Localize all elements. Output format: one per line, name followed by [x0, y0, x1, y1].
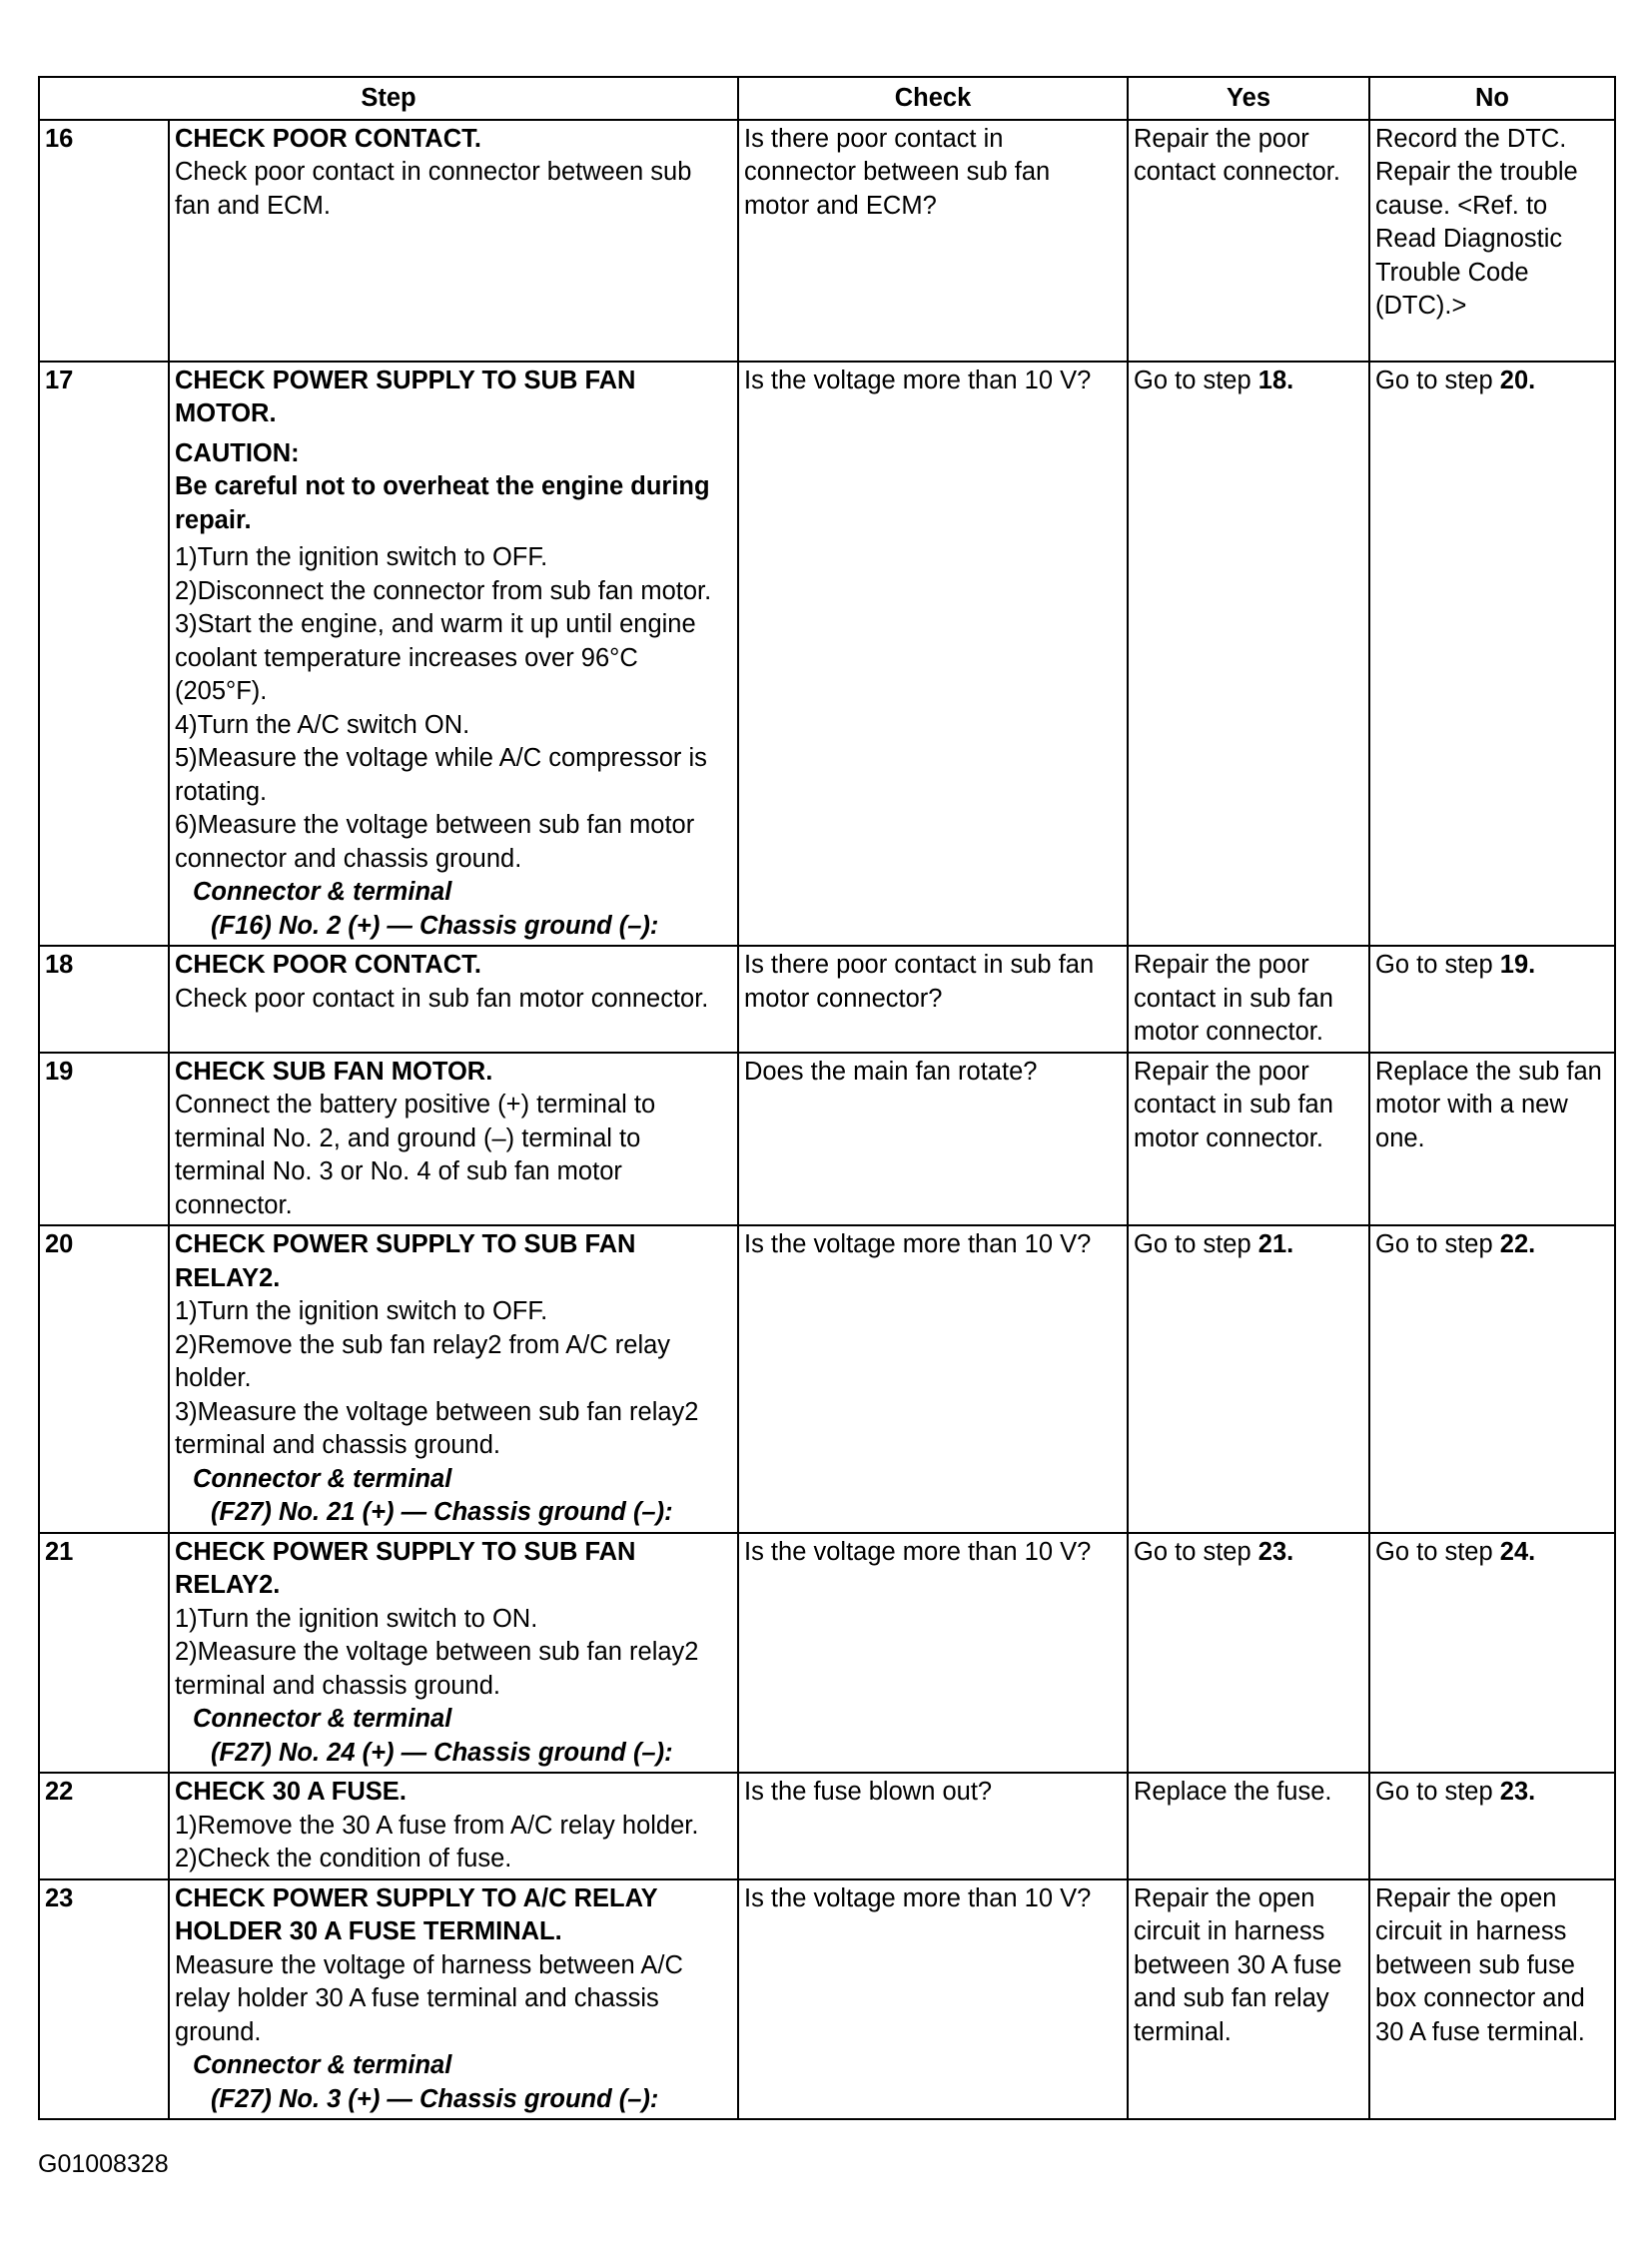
procedure-step: 2)Measure the voltage between sub fan relay2 terminal and chassis ground. [175, 1638, 699, 1700]
no-cell [1369, 946, 1615, 1053]
goto-text: Go to step [1375, 366, 1500, 394]
step-cell [169, 1879, 738, 2120]
check-cell: Is there poor contact in sub fan motor connector? [738, 946, 1128, 1053]
step-cell [169, 1773, 738, 1879]
connector-value: (F27) No. 24 (+) — Chassis ground (–): [211, 1738, 673, 1767]
step-text: Check poor contact in connector between sub fan and ECM. [175, 158, 692, 220]
no-cell [1369, 1225, 1615, 1533]
goto-text: Go to step [1134, 366, 1258, 394]
procedure-step: 2)Disconnect the connector from sub fan motor. [175, 576, 712, 605]
header-no: No [1369, 77, 1615, 120]
step-number: 18 [39, 946, 169, 1053]
check-cell: Is the voltage more than 10 V? [738, 362, 1128, 947]
no-cell [1369, 362, 1615, 947]
goto-text: Go to step [1375, 1537, 1500, 1566]
step-title: CHECK POWER SUPPLY TO SUB FAN MOTOR. [175, 366, 636, 427]
yes-cell: Repair the poor contact in sub fan motor connector. [1128, 946, 1369, 1053]
step-title: CHECK POWER SUPPLY TO SUB FAN RELAY2. [175, 1230, 636, 1292]
check-cell: Is there poor contact in connector between sub fan motor and ECM? [738, 120, 1128, 362]
no-cell: Repair the open circuit in harness between sub fuse box connector and 30 A fuse terminal. [1369, 1879, 1615, 2120]
procedure-step: 6)Measure the voltage between sub fan motor connector and chassis ground. [175, 811, 695, 873]
step-title: CHECK SUB FAN MOTOR. [175, 1057, 493, 1086]
goto-step-ref: 18. [1257, 366, 1294, 394]
goto-step-ref: 23. [1499, 1778, 1536, 1806]
table-row [39, 1533, 1615, 1774]
caution-label: CAUTION: [175, 438, 300, 467]
procedure-step: 1)Turn the ignition switch to OFF. [175, 543, 548, 571]
step-cell [169, 946, 738, 1053]
step-number: 17 [39, 362, 169, 947]
figure-code: G01008328 [38, 2150, 169, 2178]
no-cell: Replace the sub fan motor with a new one. [1369, 1053, 1615, 1226]
procedure-step: 2)Check the condition of fuse. [175, 1845, 512, 1872]
step-cell [169, 1533, 738, 1774]
no-cell [1369, 1533, 1615, 1774]
caution-text: Be careful not to overheat the engine during repair. [175, 472, 710, 534]
procedure-step: 1)Remove the 30 A fuse from A/C relay holder. [175, 1811, 699, 1840]
check-cell: Is the voltage more than 10 V? [738, 1225, 1128, 1533]
table-row [39, 1053, 1615, 1226]
connector-label: Connector & terminal [193, 1464, 452, 1493]
table-row [39, 362, 1615, 947]
goto-text: Go to step [1134, 1537, 1258, 1566]
yes-cell [1128, 1533, 1369, 1774]
yes-cell: Repair the open circuit in harness between 30 A fuse and sub fan relay terminal. [1128, 1879, 1369, 2120]
step-cell [169, 120, 738, 362]
table-row [39, 1879, 1615, 2120]
check-cell: Does the main fan rotate? [738, 1053, 1128, 1226]
check-cell: Is the voltage more than 10 V? [738, 1879, 1128, 2120]
step-title: CHECK POWER SUPPLY TO SUB FAN RELAY2. [175, 1537, 636, 1599]
step-text: Connect the battery positive (+) terminal to terminal No. 2, and ground (–) terminal to terminal No. 3 or No. 4 of sub fan motor connector. [175, 1091, 656, 1219]
procedure-step: 3)Measure the voltage between sub fan relay2 terminal and chassis ground. [175, 1397, 699, 1459]
procedure-step: 5)Measure the voltage while A/C compressor is rotating. [175, 744, 707, 806]
header-yes: Yes [1128, 77, 1369, 120]
check-cell: Is the fuse blown out? [738, 1773, 1128, 1879]
goto-text: Go to step [1375, 1778, 1500, 1806]
connector-label: Connector & terminal [193, 878, 452, 906]
goto-step-ref: 19. [1499, 951, 1536, 979]
step-number: 23 [39, 1879, 169, 2120]
connector-label: Connector & terminal [193, 1705, 452, 1733]
step-cell [169, 1053, 738, 1226]
no-cell [1369, 1773, 1615, 1879]
step-number: 21 [39, 1533, 169, 1774]
step-number: 16 [39, 120, 169, 362]
procedure-step: 1)Turn the ignition switch to OFF. [175, 1297, 548, 1325]
table-row [39, 946, 1615, 1053]
goto-text: Go to step [1134, 1230, 1258, 1258]
no-cell: Record the DTC. Repair the trouble cause. <Ref. to Read Diagnostic Trouble Code (DTC).> [1369, 120, 1615, 362]
check-cell: Is the voltage more than 10 V? [738, 1533, 1128, 1774]
step-text: Check poor contact in sub fan motor connector. [175, 984, 709, 1013]
table-row [39, 120, 1615, 362]
goto-step-ref: 23. [1257, 1537, 1294, 1566]
yes-cell: Replace the fuse. [1128, 1773, 1369, 1879]
header-step: Step [39, 77, 738, 120]
connector-label: Connector & terminal [193, 2051, 452, 2079]
yes-cell: Repair the poor contact in sub fan motor connector. [1128, 1053, 1369, 1226]
diagnostic-table [38, 76, 1616, 2120]
procedure-step: 1)Turn the ignition switch to ON. [175, 1604, 538, 1633]
table-row [39, 1225, 1615, 1533]
procedure-step: 4)Turn the A/C switch ON. [175, 710, 470, 739]
yes-cell [1128, 362, 1369, 947]
procedure-step: 2)Remove the sub fan relay2 from A/C relay holder. [175, 1330, 671, 1392]
goto-text: Go to step [1375, 951, 1500, 979]
step-text: Measure the voltage of harness between A/C relay holder 30 A fuse terminal and chassis ground. [175, 1950, 683, 2046]
step-number: 19 [39, 1053, 169, 1226]
goto-step-ref: 21. [1257, 1230, 1294, 1258]
step-number: 20 [39, 1225, 169, 1533]
goto-step-ref: 20. [1499, 366, 1536, 394]
connector-value: (F27) No. 21 (+) — Chassis ground (–): [211, 1498, 673, 1526]
goto-text: Go to step [1375, 1230, 1500, 1258]
step-cell [169, 1225, 738, 1533]
goto-step-ref: 24. [1499, 1537, 1536, 1566]
step-number: 22 [39, 1773, 169, 1879]
yes-cell: Repair the poor contact connector. [1128, 120, 1369, 362]
goto-step-ref: 22. [1499, 1230, 1536, 1258]
table-row [39, 1773, 1615, 1879]
step-title: CHECK 30 A FUSE. [175, 1778, 407, 1806]
step-title: CHECK POOR CONTACT. [175, 951, 481, 979]
procedure-step: 3)Start the engine, and warm it up until engine coolant temperature increases over 96°C (205°F). [175, 610, 696, 705]
step-cell [169, 362, 738, 947]
connector-value: (F16) No. 2 (+) — Chassis ground (–): [211, 911, 659, 940]
header-check: Check [738, 77, 1128, 120]
step-title: CHECK POWER SUPPLY TO A/C RELAY HOLDER 30 A FUSE TERMINAL. [175, 1883, 658, 1945]
step-title: CHECK POOR CONTACT. [175, 124, 481, 153]
table-header-row [39, 77, 1615, 120]
connector-value: (F27) No. 3 (+) — Chassis ground (–): [211, 2084, 659, 2113]
yes-cell [1128, 1225, 1369, 1533]
